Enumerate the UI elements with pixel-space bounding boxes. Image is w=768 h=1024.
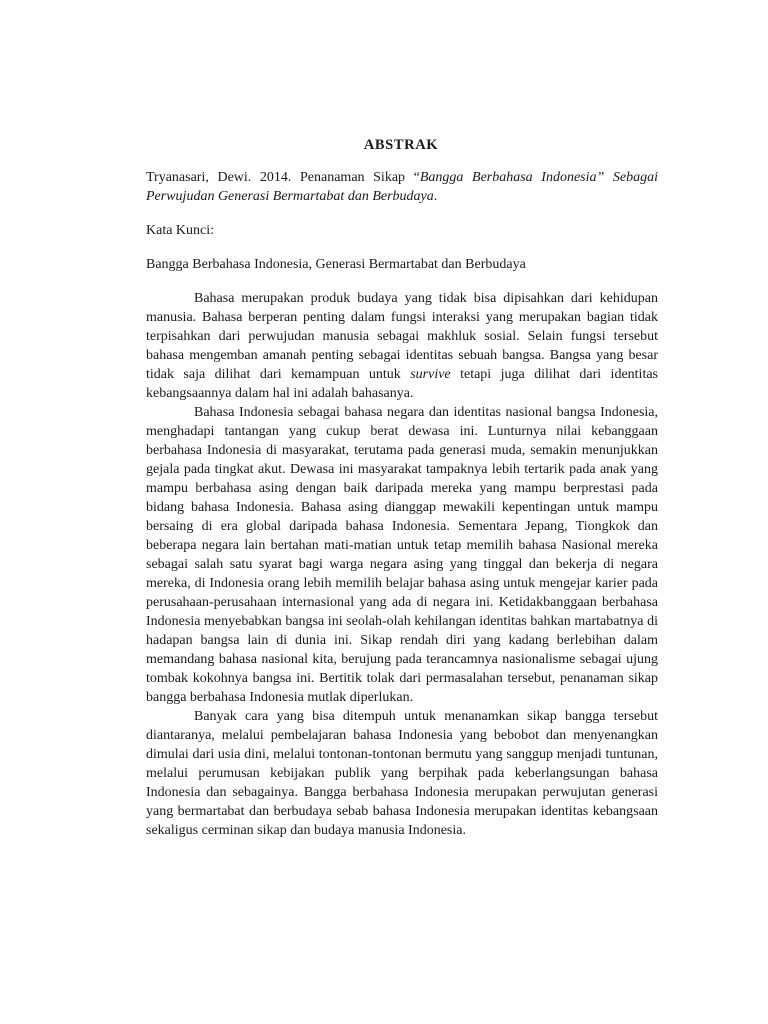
- keywords: Bangga Berbahasa Indonesia, Generasi Bermartabat dan Berbudaya: [146, 257, 526, 272]
- keywords-label: Kata Kunci:: [146, 223, 215, 238]
- document-body: [146, 168, 658, 840]
- citation-suffix: .: [433, 189, 438, 204]
- paragraph-1-text-before: Bahasa merupakan produk budaya yang tidak bisa dipisahkan dari kehidupan manusia. Bahasa berperan penting dalam fungsi interaksi yang merupakan bagian tidak terpisahkan dari perwujudan manusia sebagai makhluk sosial. Selain fungsi tersebut bahasa mengemban amanah penting sebagai identitas sebuah bangsa. Bangsa yang besar tidak saja dilihat dari kemampuan untuk: [146, 291, 658, 382]
- document-title: ABSTRAK: [363, 137, 439, 153]
- abstract-paragraph-1: [146, 289, 658, 403]
- citation: [146, 168, 658, 206]
- abstract-paragraph-2: Bahasa Indonesia sebagai bahasa negara dan identitas nasional bangsa Indonesia, menghadapi tantangan yang cukup berat dewasa ini. Lunturnya nilai kebanggaan berbahasa Indonesia di masyarakat, terutama pada generasi muda, semakin menunjukkan gejala pada tingkat akut. Dewasa ini masyarakat tampaknya lebih tertarik pada anak yang mampu berbahasa asing dengan baik daripada mereka yang mampu berprestasi pada bidang bahasa Indonesia. Bahasa asing dianggap mewakili kepentingan untuk mampu bersaing di era global daripada bahasa Indonesia. Sementara Jepang, Tiongkok dan beberapa negara lain bertahan mati-matian untuk tetap memilih bahasa Nasional mereka sebagai salah satu syarat bagi warga negara asing yang tinggal dan bekerja di negara mereka, di Indonesia orang lebih memilih belajar bahasa asing untuk mengejar karier pada perusahaan-perusahaan internasional yang ada di negara ini. Ketidakbanggaan berbahasa Indonesia menyebabkan bangsa ini seolah-olah kehilangan identitas bahkan martabatnya di hadapan bangsa lain di dunia ini. Sikap rendah diri yang kadang berlebihan dalam memandang bahasa nasional kita, berujung pada terancamnya nasionalisme sebagai ujung tombak kokohnya bangsa ini. Bertitik tolak dari permasalahan tersebut, penanaman sikap bangga berbahasa Indonesia mutlak diperlukan.: [146, 405, 658, 705]
- paragraph-1-text-after: tetapi juga dilihat dari identitas kebangsaannya dalam hal ini adalah bahasanya.: [146, 367, 658, 401]
- citation-title: Bangga Berbahasa Indonesia” Sebagai Perwujudan Generasi Bermartabat dan Berbudaya: [146, 170, 658, 204]
- abstract-paragraph-3: Banyak cara yang bisa ditempuh untuk menanamkan sikap bangga tersebut diantaranya, melalui pembelajaran bahasa Indonesia yang bebobot dan menyenangkan dimulai dari usia dini, melalui tontonan-tontonan bermutu yang sanggup menjadi tuntunan, melalui perumusan kebijakan publik yang berpihak pada keberlangsungan bahasa Indonesia dan sebagainya. Bangga berbahasa Indonesia merupakan perwujutan generasi yang bermartabat dan berbudaya sebab bahasa Indonesia merupakan identitas kebangsaan sekaligus cerminan sikap dan budaya manusia Indonesia.: [146, 709, 658, 838]
- citation-prefix: Tryanasari, Dewi. 2014. Penanaman Sikap “: [146, 170, 420, 185]
- paragraph-1-emphasis: survive: [410, 367, 451, 382]
